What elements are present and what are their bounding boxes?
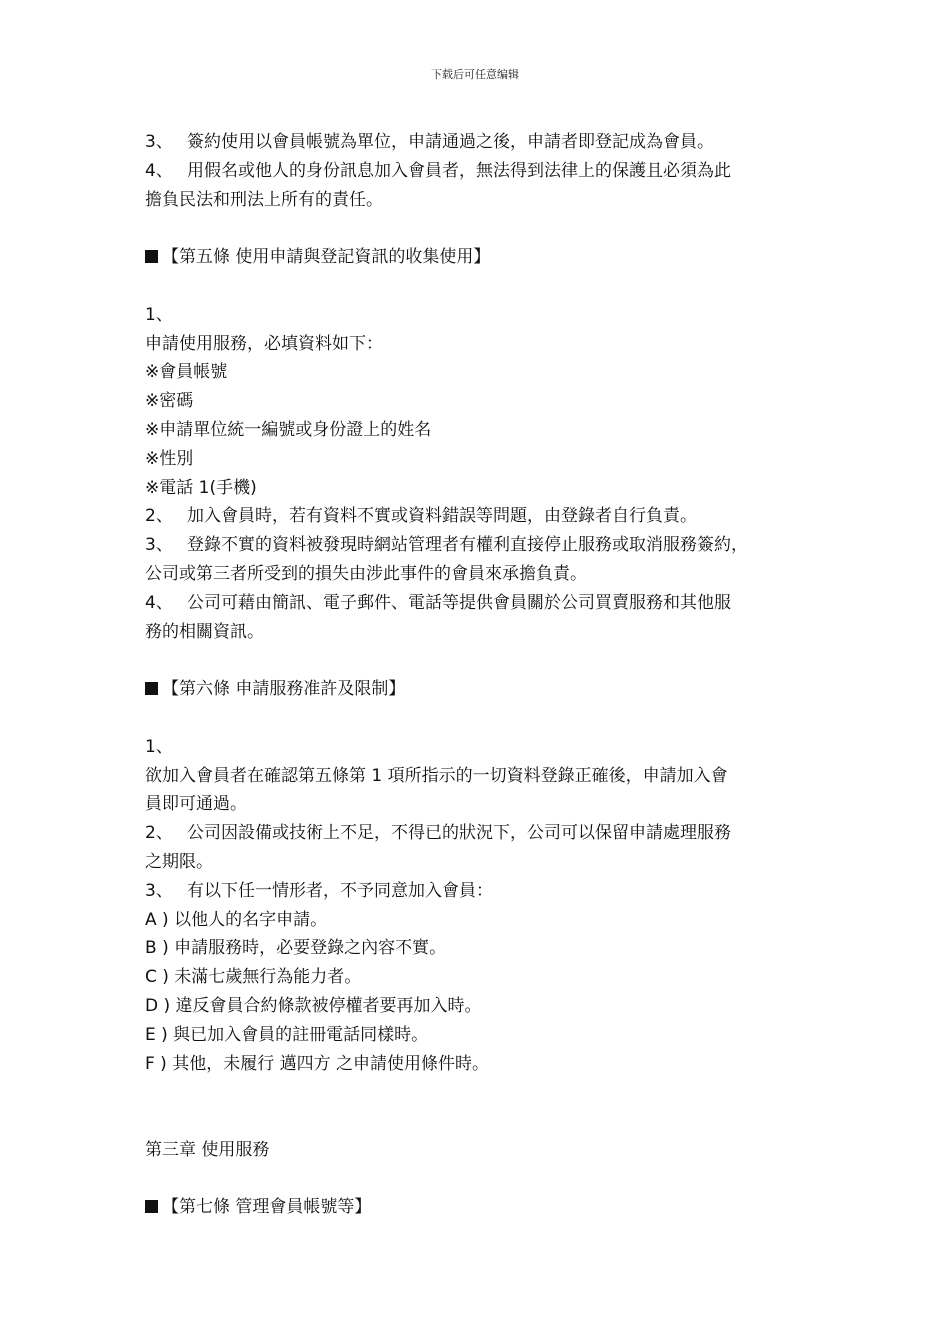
black-square-icon <box>145 682 158 695</box>
article-5-item-4-continuation: 務的相關資訊。 <box>145 621 264 642</box>
condition-f: F ) 其他，未履行 邁四方 之申請使用條件時。 <box>145 1053 490 1074</box>
required-field-phone: ※電話 1(手機) <box>145 477 257 498</box>
article-6-item-1-number: 1、 <box>145 736 173 757</box>
clause-number: 3、 <box>145 880 173 901</box>
article-5-item-2 <box>145 502 825 531</box>
clause-number: 2、 <box>145 506 173 527</box>
article-5-item-1-number: 1、 <box>145 304 173 325</box>
clause-4 <box>145 157 825 186</box>
article-5-heading <box>145 243 825 272</box>
black-square-icon <box>145 1200 158 1213</box>
clause-number: 3、 <box>145 535 173 556</box>
document-body <box>145 128 825 1222</box>
article-6-item-2 <box>145 819 825 848</box>
required-field-name: ※申請單位統一編號或身份證上的姓名 <box>145 419 432 440</box>
clause-text: 有以下任一情形者，不予同意加入會員： <box>187 880 493 901</box>
article-5-item-3-continuation: 公司或第三者所受到的損失由涉此事件的會員來承擔負責。 <box>145 563 587 584</box>
condition-b: B ) 申請服務時，必要登錄之內容不實。 <box>145 938 447 959</box>
article-6-item-1-continuation: 員即可通過。 <box>145 794 247 815</box>
chapter-3-title: 第三章 使用服務 <box>145 1139 270 1160</box>
article-5-heading-text: 【第五條 使用申請與登記資訊的收集使用】 <box>162 247 491 268</box>
clause-3 <box>145 128 825 157</box>
article-5-item-1-text: 申請使用服務，必填資料如下： <box>145 333 383 354</box>
condition-d: D ) 違反會員合約條款被停權者要再加入時。 <box>145 995 482 1016</box>
article-5-item-4 <box>145 589 825 618</box>
clause-text: 登錄不實的資料被發現時網站管理者有權利直接停止服務或取消服務簽約， <box>187 535 748 556</box>
clause-4-continuation: 擔負民法和刑法上所有的責任。 <box>145 189 383 210</box>
article-7-heading-text: 【第七條 管理會員帳號等】 <box>162 1197 372 1218</box>
article-6-item-3 <box>145 877 825 906</box>
clause-text: 簽約使用以會員帳號為單位，申請通過之後，申請者即登記成為會員。 <box>187 132 714 152</box>
clause-number: 3、 <box>145 132 173 152</box>
article-6-heading-text: 【第六條 申請服務准許及限制】 <box>162 679 406 700</box>
article-7-heading <box>145 1193 825 1222</box>
required-field-account: ※會員帳號 <box>145 362 228 383</box>
clause-text: 公司因設備或技術上不足，不得已的狀況下，公司可以保留申請處理服務 <box>187 823 731 844</box>
article-6-item-2-continuation: 之期限。 <box>145 851 213 872</box>
article-6-item-1-text: 欲加入會員者在確認第五條第 1 項所指示的一切資料登錄正確後，申請加入會 <box>145 765 728 786</box>
required-field-password: ※密碼 <box>145 391 194 412</box>
clause-number: 2、 <box>145 823 173 844</box>
condition-e: E ) 與已加入會員的註冊電話同樣時。 <box>145 1024 429 1045</box>
clause-text: 加入會員時，若有資料不實或資料錯誤等問題，由登錄者自行負責。 <box>187 506 697 527</box>
article-6-heading <box>145 675 825 704</box>
clause-text: 用假名或他人的身份訊息加入會員者，無法得到法律上的保護且必須為此 <box>187 160 731 181</box>
black-square-icon <box>145 250 158 263</box>
page-header-note: 下载后可任意编辑 <box>431 68 519 81</box>
clause-text: 公司可藉由簡訊、電子郵件、電話等提供會員關於公司買賣服務和其他服 <box>187 592 731 613</box>
article-5-item-3 <box>145 531 825 560</box>
clause-number: 4、 <box>145 160 173 181</box>
clause-number: 4、 <box>145 592 173 613</box>
condition-a: A ) 以他人的名字申請。 <box>145 909 328 930</box>
condition-c: C ) 未滿七歲無行為能力者。 <box>145 967 362 988</box>
required-field-gender: ※性別 <box>145 448 194 469</box>
